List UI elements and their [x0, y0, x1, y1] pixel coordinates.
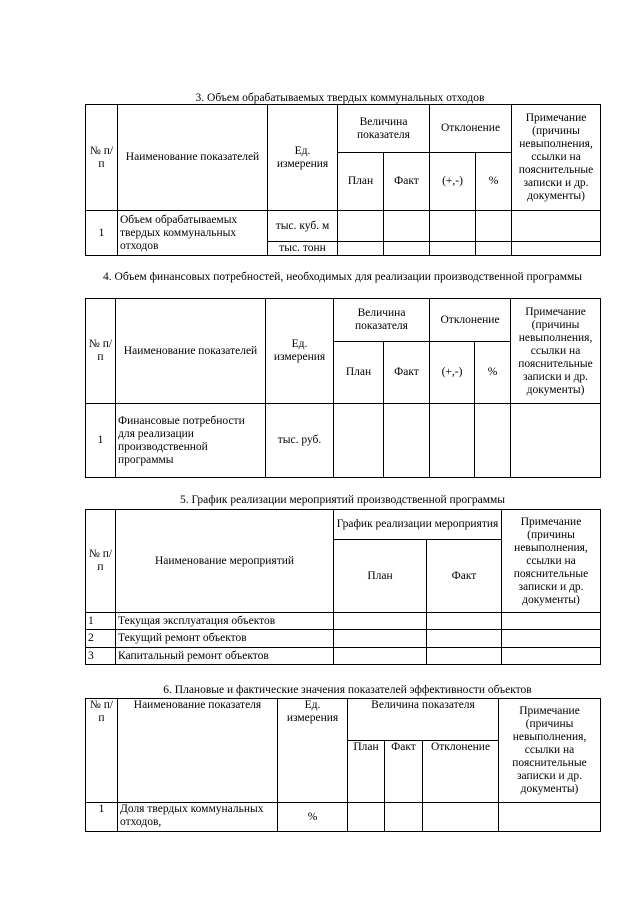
table-section5 — [85, 509, 601, 665]
cell — [384, 211, 430, 242]
cell — [384, 242, 430, 256]
row-num: 3 — [86, 648, 116, 665]
row-num: 2 — [86, 630, 116, 648]
header-schedule: График реализации мероприятия — [334, 510, 502, 540]
row-name: Капитальный ремонт объектов — [116, 648, 334, 665]
section6-title: 6. Плановые и фактические значения показателей эффективности объектов — [163, 684, 532, 696]
header-value: Величина показателя — [334, 299, 430, 342]
cell — [430, 211, 476, 242]
header-plan: План — [338, 153, 384, 211]
cell — [499, 803, 601, 832]
cell — [427, 630, 502, 648]
header-note: Примечание (причины невыполнения, ссылки на пояснительные записки и др. документы) — [502, 510, 601, 613]
header-name: Наименование показателей — [118, 105, 268, 211]
cell — [502, 630, 601, 648]
cell — [476, 242, 512, 256]
header-note: Примечание (причины невыполнения, ссылки на пояснительные записки и др. документы) — [512, 105, 601, 211]
header-value: Величина показателя — [338, 105, 430, 153]
cell — [512, 211, 601, 242]
header-deviation: Отклонение — [430, 299, 511, 342]
cell — [511, 404, 601, 478]
header-fact: Факт — [384, 342, 430, 404]
header-note: Примечание (причины невыполнения, ссылки на пояснительные записки и др. документы) — [511, 299, 601, 404]
cell — [430, 242, 476, 256]
header-unit: Ед. измерения — [268, 105, 338, 211]
header-value: Величина показателя — [348, 699, 499, 741]
cell — [334, 404, 384, 478]
header-num: № п/п — [86, 699, 118, 803]
row-unit: % — [278, 803, 348, 832]
row-unit-1: тыс. куб. м — [268, 211, 338, 242]
header-percent: % — [476, 153, 512, 211]
row-num: 1 — [86, 803, 118, 832]
cell — [502, 648, 601, 665]
cell — [385, 803, 423, 832]
cell — [338, 242, 384, 256]
cell — [512, 242, 601, 256]
table-section3 — [85, 104, 601, 256]
row-num: 1 — [86, 211, 118, 256]
cell — [334, 613, 427, 630]
section3-title: 3. Объем обрабатываемых твердых коммунальных отходов — [195, 92, 485, 104]
cell — [430, 404, 475, 478]
header-name: Наименование показателей — [116, 299, 266, 404]
row-num: 1 — [86, 404, 116, 478]
header-fact: Факт — [427, 540, 502, 613]
table-section4 — [85, 298, 601, 478]
row-name: Объем обрабатываемых твердых коммунальных отходов — [118, 211, 268, 256]
table-section6 — [85, 698, 601, 832]
header-fact: Факт — [384, 153, 430, 211]
header-deviation: Отклонение — [423, 741, 499, 803]
header-note: Примечание (причины невыполнения, ссылки на пояснительные записки и др. документы) — [499, 699, 601, 803]
cell — [475, 404, 511, 478]
row-unit: тыс. руб. — [266, 404, 334, 478]
header-plan: План — [334, 540, 427, 613]
cell — [334, 630, 427, 648]
header-plus-minus: (+,-) — [430, 153, 476, 211]
row-name: Текущий ремонт объектов — [116, 630, 334, 648]
cell — [348, 803, 385, 832]
section4-title: 4. Объем финансовых потребностей, необходимых для реализации производственной программы — [103, 271, 582, 283]
header-name: Наименование мероприятий — [116, 510, 334, 613]
cell — [502, 613, 601, 630]
header-num: № п/п — [86, 510, 116, 613]
cell — [423, 803, 499, 832]
header-plus-minus: (+,-) — [430, 342, 475, 404]
cell — [384, 404, 430, 478]
cell — [476, 211, 512, 242]
row-name: Текущая эксплуатация объектов — [116, 613, 334, 630]
header-unit: Ед. измерения — [278, 699, 348, 803]
header-name: Наименование показателя — [118, 699, 278, 803]
header-unit: Ед. измерения — [266, 299, 334, 404]
section5-title: 5. График реализации мероприятий производственной программы — [179, 494, 506, 506]
row-name: Доля твердых коммунальных отходов, — [118, 803, 278, 832]
header-fact: Факт — [385, 741, 423, 803]
header-num: № п/п — [86, 299, 116, 404]
row-num: 1 — [86, 613, 116, 630]
cell — [334, 648, 427, 665]
header-plan: План — [334, 342, 384, 404]
header-percent: % — [475, 342, 511, 404]
row-name: Финансовые потребности для реализации производственной программы — [116, 404, 266, 478]
header-plan: План — [348, 741, 385, 803]
row-unit-2: тыс. тонн — [268, 242, 338, 256]
header-num: № п/п — [86, 105, 118, 211]
cell — [427, 648, 502, 665]
cell — [338, 211, 384, 242]
cell — [427, 613, 502, 630]
header-deviation: Отклонение — [430, 105, 512, 153]
